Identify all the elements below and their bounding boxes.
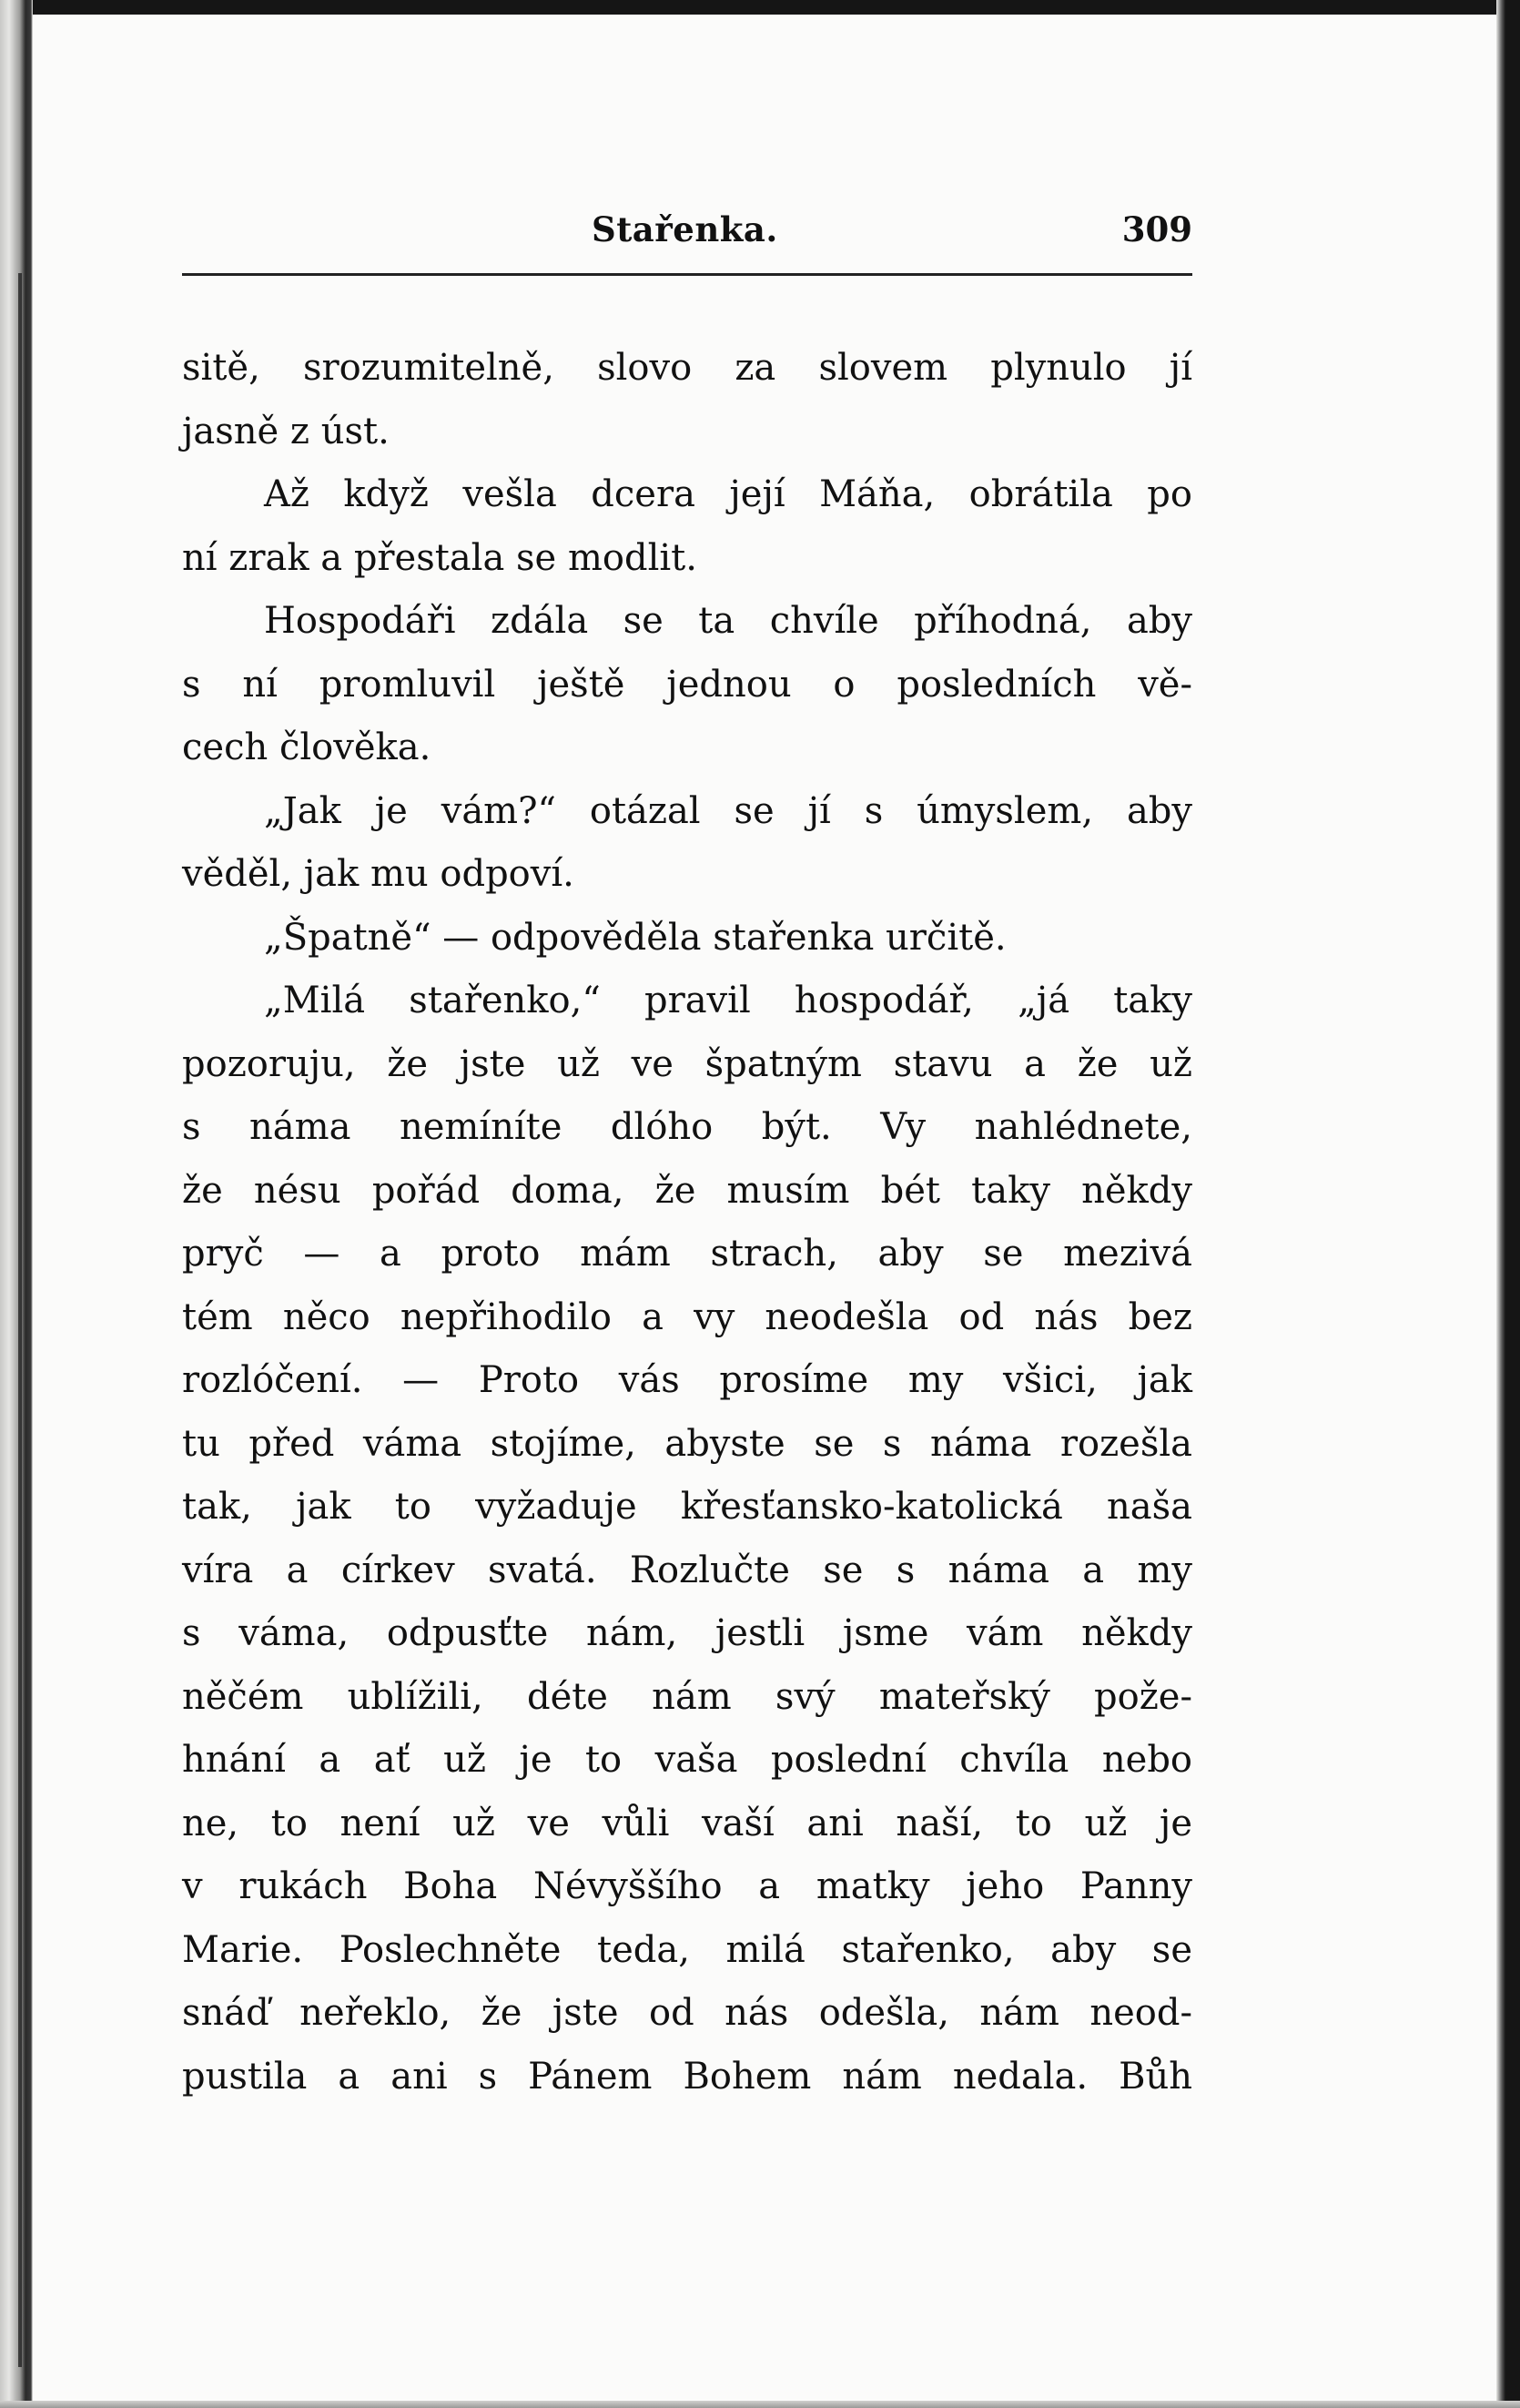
text-line: že nésu pořád doma, že musím bét taky někdy — [182, 1169, 1192, 1212]
text-line: hnání a ať už je to vaša poslední chvíla nebo — [182, 1739, 1192, 1781]
text-line: rozlóčení. — Proto vás prosíme my všici, jak — [182, 1359, 1192, 1401]
text-line: pryč — a proto mám strach, aby se mezivá — [182, 1233, 1192, 1275]
text-line: ne, to není už ve vůli vaší ani naší, to už je — [182, 1802, 1192, 1844]
text-line: „Jak je vám?“ otázal se jí s úmyslem, aby — [264, 789, 1192, 832]
text-line: pozoruju, že jste už ve špatným stavu a že už — [182, 1042, 1192, 1085]
text-line: něčém ublížili, déte nám svý mateřský pože- — [182, 1675, 1192, 1718]
text-line: tak, jak to vyžaduje křesťansko-katolická naša — [182, 1486, 1192, 1528]
scan-edge-right — [1496, 0, 1520, 2408]
text-line: tém něco nepřihodilo a vy neodešla od nás bez — [182, 1295, 1192, 1338]
text-line: pustila a ani s Pánem Bohem nám nedala. Bůh — [182, 2055, 1192, 2098]
scan-edge-left — [0, 0, 33, 2408]
text-line: víra a církev svatá. Rozlučte se s náma a my — [182, 1549, 1192, 1591]
page-header — [182, 209, 1192, 260]
text-line: s ní promluvil ještě jednou o posledních vě- — [182, 663, 1192, 706]
page-number: 309 — [1121, 209, 1192, 249]
text-line: cech člověka. — [182, 726, 431, 768]
scan-edge-top — [0, 0, 1520, 15]
text-line: „Milá stařenko,“ pravil hospodář, „já taky — [264, 980, 1192, 1021]
page-gutter-shadow — [18, 273, 22, 2367]
text-line: s váma, odpusťte nám, jestli jsme vám někdy — [182, 1612, 1192, 1654]
scan-edge-bottom — [0, 2401, 1520, 2408]
text-line: věděl, jak mu odpoví. — [182, 853, 574, 895]
text-line: snáď neřeklo, že jste od nás odešla, nám neod- — [182, 1992, 1192, 2034]
body-text — [182, 337, 1192, 2108]
header-rule — [182, 273, 1192, 276]
text-line: tu před váma stojíme, abyste se s náma rozešla — [182, 1422, 1192, 1465]
text-line: Až když vešla dcera její Máňa, obrátila po — [264, 473, 1192, 515]
text-line: jasně z úst. — [182, 410, 390, 452]
text-line: sitě, srozumitelně, slovo za slovem plynulo jí — [182, 347, 1192, 389]
text-line: Hospodáři zdála se ta chvíle příhodná, aby — [264, 600, 1192, 642]
text-line: „Špatně“ — odpověděla stařenka určitě. — [264, 916, 1007, 959]
running-title: Stařenka. — [592, 209, 778, 249]
text-line: v rukách Boha Névyššího a matky jeho Panny — [182, 1865, 1192, 1907]
text-line: Marie. Poslechněte teda, milá stařenko, aby se — [182, 1928, 1192, 1971]
text-line: s náma nemíníte dlóho být. Vy nahlédnete, — [182, 1106, 1192, 1148]
text-line: ní zrak a přestala se modlit. — [182, 536, 697, 579]
